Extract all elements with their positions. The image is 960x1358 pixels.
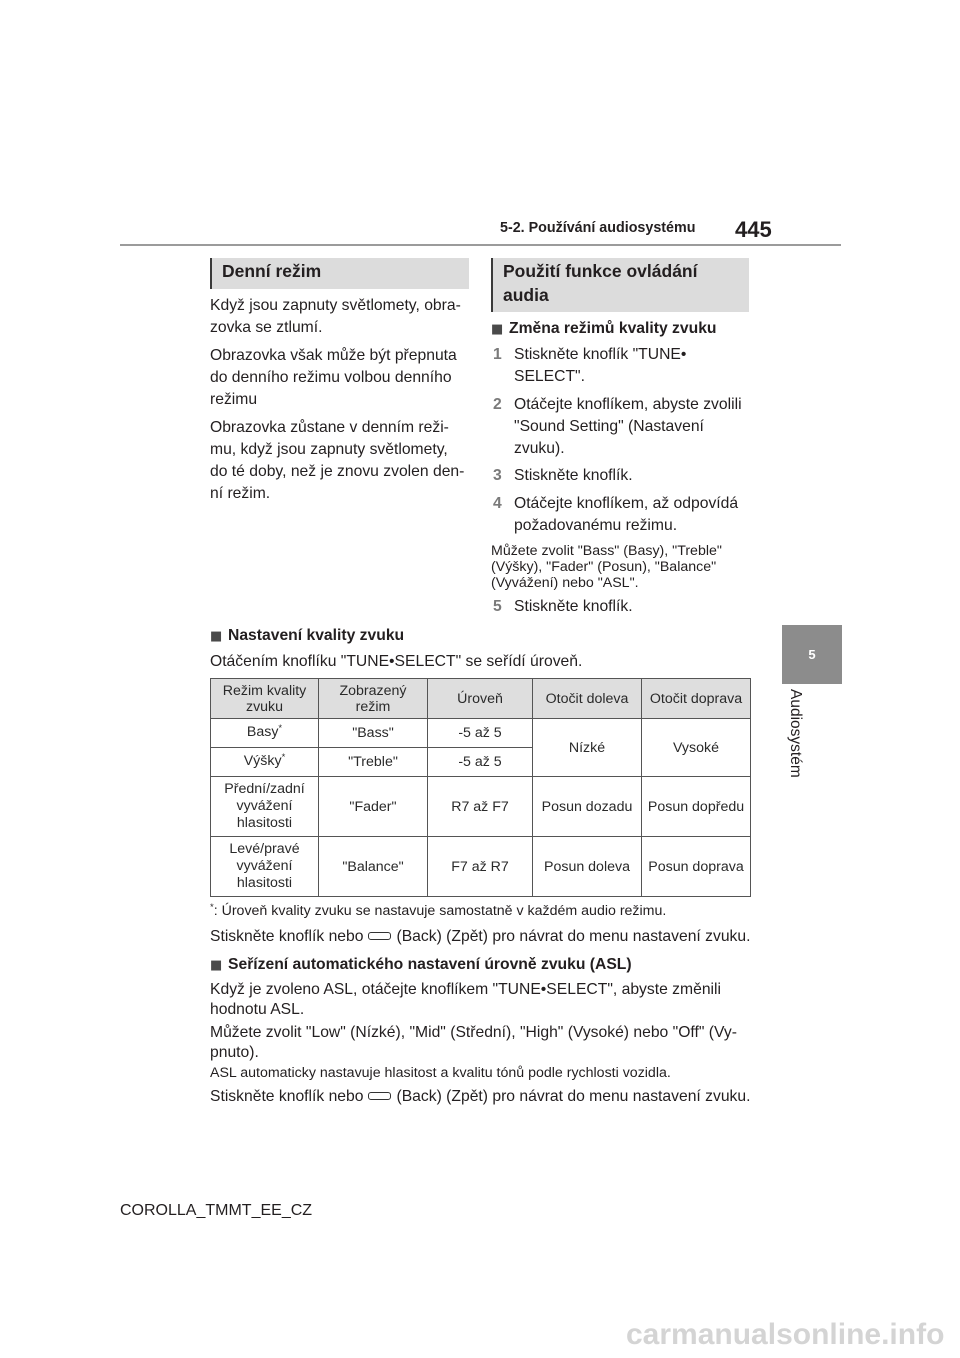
text-line: zovka se ztlumí. — [210, 319, 323, 336]
text-line: (Výšky), "Fader" (Posun), "Balance" — [491, 559, 717, 575]
cell-level: -5 až 5 — [428, 719, 533, 748]
text-line: zvuku). — [514, 440, 565, 457]
chapter-tab — [782, 625, 842, 684]
chapter-number: 5 — [808, 647, 816, 662]
square-bullet-icon: ■ — [491, 322, 504, 337]
text-line: vyvážení — [236, 858, 293, 874]
back-hint-after: (Back) (Zpět) pro návrat do menu nastavení zvuku. — [396, 928, 751, 945]
text-line: Stiskněte knoflík. — [514, 467, 633, 484]
step-text — [514, 344, 686, 388]
asl-paragraph-1 — [210, 980, 721, 1020]
text-line: pnuto). — [210, 1044, 259, 1061]
text-line: režim — [355, 698, 391, 715]
back-hint — [210, 1086, 751, 1108]
back-hint-after: (Back) (Zpět) pro návrat do menu nastavení zvuku. — [396, 1088, 751, 1105]
asl-paragraph-2 — [210, 1023, 737, 1063]
audio-controls-heading — [491, 258, 749, 312]
text-line: Můžete zvolit "Bass" (Basy), "Treble" — [491, 543, 722, 559]
table-row — [211, 777, 751, 837]
subheading-text: Seřízení automatického nastavení úrovně zvuku (ASL) — [228, 956, 632, 973]
cell-display-mode: "Balance" — [319, 837, 428, 897]
asl-subheading — [210, 954, 632, 977]
step-number: 5 — [493, 598, 502, 615]
text-line: Obrazovka však může být přepnuta — [210, 347, 457, 364]
cell-display-mode: "Fader" — [319, 777, 428, 837]
day-mode-paragraph-2 — [210, 345, 457, 411]
step-number: 2 — [493, 396, 502, 413]
day-mode-paragraph-1 — [210, 295, 461, 339]
text-line: Můžete zvolit "Low" (Nízké), "Mid" (Střední), "High" (Vysoké) nebo "Off" (Vy- — [210, 1024, 737, 1041]
footnote-marker: * — [210, 902, 214, 913]
text-line: režimu — [210, 391, 258, 408]
text-line: Úroveň — [457, 690, 503, 707]
cell-quality-mode — [211, 748, 319, 777]
chapter-title: Audiosystém — [787, 689, 804, 778]
heading-line: audia — [503, 285, 549, 305]
text-line: Otočit doleva — [545, 690, 629, 707]
step-2 — [491, 394, 742, 460]
text-line: zvuku — [245, 698, 284, 715]
cell-turn-left: Posun dozadu — [533, 777, 642, 837]
cell-display-mode: "Bass" — [319, 719, 428, 748]
sound-quality-subheading — [210, 625, 404, 648]
text-line: Levé/pravé — [229, 841, 300, 857]
cell-turn-right: Posun dopředu — [642, 777, 751, 837]
footnote-marker: * — [278, 723, 283, 734]
text-line: Zobrazený — [339, 682, 407, 699]
sound-mode-subheading — [491, 318, 717, 341]
text-line: Když je zvoleno ASL, otáčejte knoflíkem "TUNE•SELECT", abyste změnili — [210, 981, 721, 998]
mode-label: Basy — [246, 724, 279, 740]
cell-quality-mode — [211, 777, 319, 837]
sound-mode-note — [491, 543, 722, 591]
header-level — [428, 679, 533, 719]
text-line: SELECT". — [514, 368, 585, 385]
watermark: carmanualsonline.info — [626, 1318, 945, 1351]
step-3 — [491, 465, 633, 487]
step-number: 3 — [493, 467, 502, 484]
cell-display-mode: "Treble" — [319, 748, 428, 777]
step-text — [514, 394, 742, 460]
header-rule — [120, 244, 841, 246]
header-turn-right — [642, 679, 751, 719]
text-line: hodnotu ASL. — [210, 1001, 305, 1018]
text-line: Otáčejte knoflíkem, až odpovídá — [514, 495, 739, 512]
square-bullet-icon: ■ — [210, 629, 223, 644]
text-line: Přední/zadní — [224, 781, 305, 797]
cell-turn-left: Posun doleva — [533, 837, 642, 897]
cell-level: R7 až F7 — [428, 777, 533, 837]
text-line: Obrazovka zůstane v denním reži- — [210, 419, 449, 436]
header-turn-left — [533, 679, 642, 719]
back-hint-before: Stiskněte knoflík nebo — [210, 1088, 364, 1105]
back-button-icon — [368, 1092, 391, 1100]
page-number: 445 — [735, 217, 772, 242]
text-line: mu, když jsou zapnuty světlomety, — [210, 441, 448, 458]
step-number: 1 — [493, 346, 502, 363]
back-hint-before: Stiskněte knoflík nebo — [210, 928, 364, 945]
cell-quality-mode — [211, 719, 319, 748]
footnote-text: : Úroveň kvality zvuku se nastavuje samostatně v každém audio režimu. — [213, 903, 667, 919]
table-row — [211, 837, 751, 897]
cell-quality-mode — [211, 837, 319, 897]
back-button-icon — [368, 932, 391, 940]
cell-turn-right: Posun doprava — [642, 837, 751, 897]
cell-level: F7 až R7 — [428, 837, 533, 897]
square-bullet-icon: ■ — [210, 958, 223, 973]
step-1 — [491, 344, 686, 388]
step-5 — [491, 596, 633, 618]
step-text — [514, 596, 633, 618]
table-header-row — [211, 679, 751, 719]
table-row — [211, 719, 751, 748]
mode-label: Výšky — [243, 753, 282, 769]
heading-line: Použití funkce ovládání — [503, 261, 698, 281]
text-line: Režim kvality — [222, 682, 307, 699]
section-title: 5-2. Používání audiosystému — [500, 220, 696, 236]
text-line: Stiskněte knoflík. — [514, 598, 633, 615]
sound-quality-intro: Otáčením knoflíku "TUNE•SELECT" se seřídí úroveň. — [210, 653, 583, 670]
document-code: COROLLA_TMMT_EE_CZ — [120, 1202, 313, 1219]
day-mode-title: Denní režim — [222, 261, 322, 281]
text-line: hlasitosti — [236, 875, 293, 891]
text-line: hlasitosti — [236, 815, 293, 831]
text-line: do denního režimu volbou denního — [210, 369, 452, 386]
text-line: do té doby, než je znovu zvolen den- — [210, 463, 465, 480]
step-text — [514, 465, 633, 487]
subheading-text: Nastavení kvality zvuku — [228, 627, 405, 644]
cell-turn-left: Nízké — [533, 719, 642, 777]
footnote-marker: * — [281, 752, 286, 763]
text-line: požadovanému režimu. — [514, 517, 678, 534]
header-quality-mode — [211, 679, 319, 719]
table-footnote — [210, 903, 666, 921]
text-line: Otočit doprava — [649, 690, 743, 707]
asl-note: ASL automaticky nastavuje hlasitost a kvalitu tónů podle rychlosti vozidla. — [210, 1065, 671, 1081]
text-line: Stiskněte knoflík "TUNE• — [514, 346, 687, 363]
text-line: ní režim. — [210, 485, 271, 502]
cell-turn-right: Vysoké — [642, 719, 751, 777]
sound-quality-table — [210, 678, 751, 897]
text-line: vyvážení — [236, 798, 293, 814]
text-line: "Sound Setting" (Nastavení — [514, 418, 704, 435]
day-mode-heading — [210, 258, 469, 289]
step-4 — [491, 493, 738, 537]
cell-level: -5 až 5 — [428, 748, 533, 777]
back-hint — [210, 926, 751, 948]
day-mode-paragraph-3 — [210, 417, 464, 505]
text-line: Otáčejte knoflíkem, abyste zvolili — [514, 396, 742, 413]
step-text — [514, 493, 738, 537]
step-number: 4 — [493, 495, 502, 512]
text-line: (Vyvážení) nebo "ASL". — [491, 575, 639, 591]
text-line: Když jsou zapnuty světlomety, obra- — [210, 297, 461, 314]
header-display-mode — [319, 679, 428, 719]
subheading-text: Změna režimů kvality zvuku — [509, 320, 717, 337]
